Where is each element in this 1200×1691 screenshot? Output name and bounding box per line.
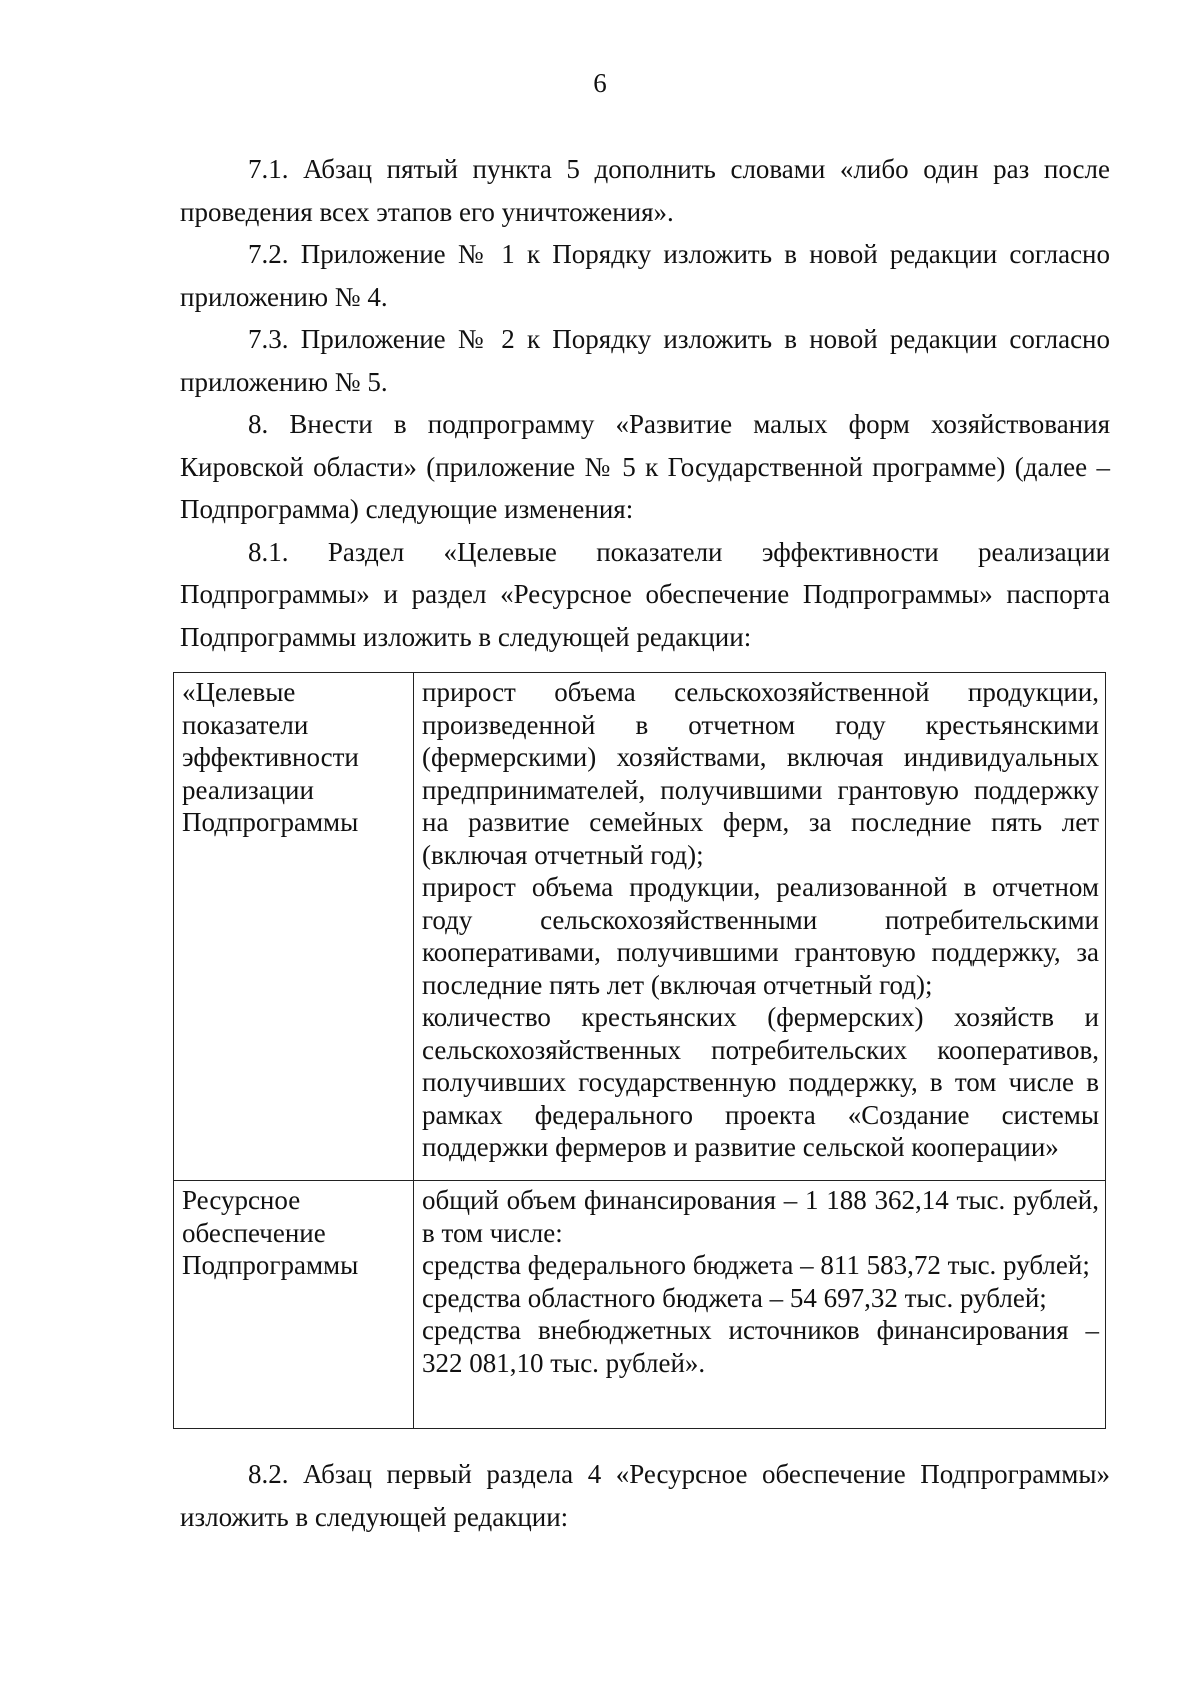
table-row xyxy=(174,1181,1106,1429)
table-row xyxy=(174,673,1106,1181)
target-indicators-label: «Целевые показатели эффективности реализации Подпрограммы xyxy=(174,673,414,1181)
paragraph-8-2: 8.2. Абзац первый раздела 4 «Ресурсное обеспечение Подпрограммы» изложить в следующей редакции: xyxy=(180,1459,1110,1532)
paragraph-7-1: 7.1. Абзац пятый пункта 5 дополнить словами «либо один раз после проведения всех этапов его уничтожения». xyxy=(180,154,1110,227)
paragraph-7-2: 7.2. Приложение № 1 к Порядку изложить в новой редакции согласно приложению № 4. xyxy=(180,239,1110,312)
indicator-item: прирост объема продукции, реализованной в отчетном году сельскохозяйственными потребительскими кооперативами, получившими грантовую поддержку, за последние пять лет (включая отчетный год); xyxy=(422,872,1099,1000)
funding-item: общий объем финансирования – 1 188 362,14 тыс. рублей, в том числе: xyxy=(422,1185,1099,1248)
resource-support-value xyxy=(414,1181,1106,1429)
indicator-item: прирост объема сельскохозяйственной продукции, произведенной в отчетном году крестьянскими (фермерскими) хозяйствами, включая индивидуальных предпринимателей, получившими грантовую поддержку на развитие семейных ферм, за последние пять лет (включая отчетный год); xyxy=(422,677,1099,870)
funding-item: средства областного бюджета – 54 697,32 тыс. рублей; xyxy=(422,1282,1047,1313)
resource-support-label: Ресурсное обеспечение Подпрограммы xyxy=(174,1181,414,1429)
funding-item: средства внебюджетных источников финансирования – 322 081,10 тыс. рублей». xyxy=(422,1315,1099,1378)
passport-table xyxy=(173,672,1106,1429)
paragraph-8-1: 8.1. Раздел «Целевые показатели эффективности реализации Подпрограммы» и раздел «Ресурсное обеспечение Подпрограммы» паспорта Подпрограммы изложить в следующей редакции: xyxy=(180,536,1110,652)
target-indicators-value xyxy=(414,673,1106,1181)
document-body-continued xyxy=(180,1453,1110,1538)
indicator-item: количество крестьянских (фермерских) хозяйств и сельскохозяйственных потребительских кооперативов, получивших государственную поддержку, в том числе в рамках федерального проекта «Создание системы поддержки фермеров и развитие сельской кооперации» xyxy=(422,1002,1099,1162)
paragraph-7-3: 7.3. Приложение № 2 к Порядку изложить в новой редакции согласно приложению № 5. xyxy=(180,324,1110,397)
funding-item: средства федерального бюджета – 811 583,72 тыс. рублей; xyxy=(422,1250,1090,1280)
paragraph-8: 8. Внести в подпрограмму «Развитие малых форм хозяйствования Кировской области» (приложение № 5 к Государственной программе) (далее – Подпрограмма) следующие изменения: xyxy=(180,409,1110,524)
page-number: 6 xyxy=(593,68,607,98)
document-body xyxy=(180,148,1110,658)
